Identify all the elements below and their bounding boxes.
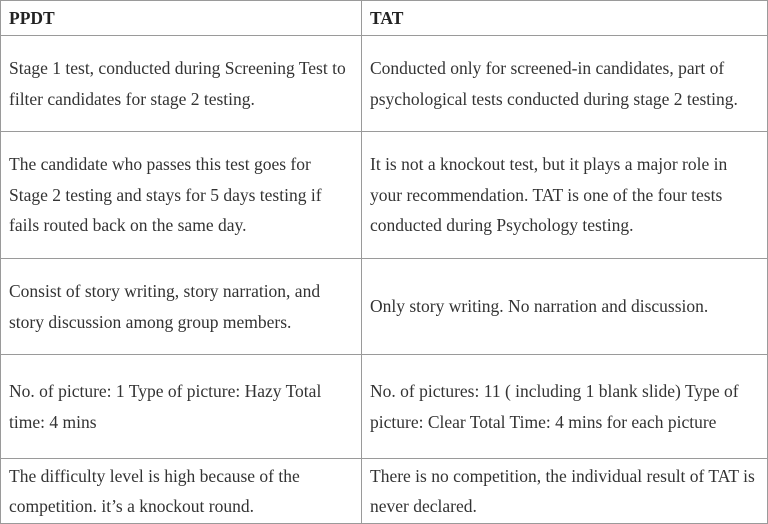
table-cell-tat: Only story writing. No narration and discussion. (362, 259, 768, 355)
table-cell-ppdt: No. of picture: 1 Type of picture: Hazy Total time: 4 mins (1, 355, 362, 459)
table-row (1, 132, 768, 259)
table-cell-ppdt: The difficulty level is high because of the competition. it’s a knockout round. (1, 459, 362, 524)
table-row (1, 355, 768, 459)
table-row (1, 36, 768, 132)
table-row (1, 459, 768, 524)
table-cell-tat: No. of pictures: 11 ( including 1 blank slide) Type of picture: Clear Total Time: 4 mins for each picture (362, 355, 768, 459)
table-cell-tat: There is no competition, the individual result of TAT is never declared. (362, 459, 768, 524)
header-cell-ppdt: PPDT (1, 1, 362, 36)
header-row (1, 1, 768, 36)
table-cell-ppdt: Stage 1 test, conducted during Screening Test to filter candidates for stage 2 testing. (1, 36, 362, 132)
table-row (1, 259, 768, 355)
table-cell-tat: Conducted only for screened-in candidates, part of psychological tests conducted during stage 2 testing. (362, 36, 768, 132)
header-cell-tat: TAT (362, 1, 768, 36)
table-cell-ppdt: Consist of story writing, story narration, and story discussion among group members. (1, 259, 362, 355)
table-cell-tat: It is not a knockout test, but it plays a major role in your recommendation. TAT is one of the four tests conducted during Psychology testing. (362, 132, 768, 259)
table-cell-ppdt: The candidate who passes this test goes for Stage 2 testing and stays for 5 days testing if fails routed back on the same day. (1, 132, 362, 259)
